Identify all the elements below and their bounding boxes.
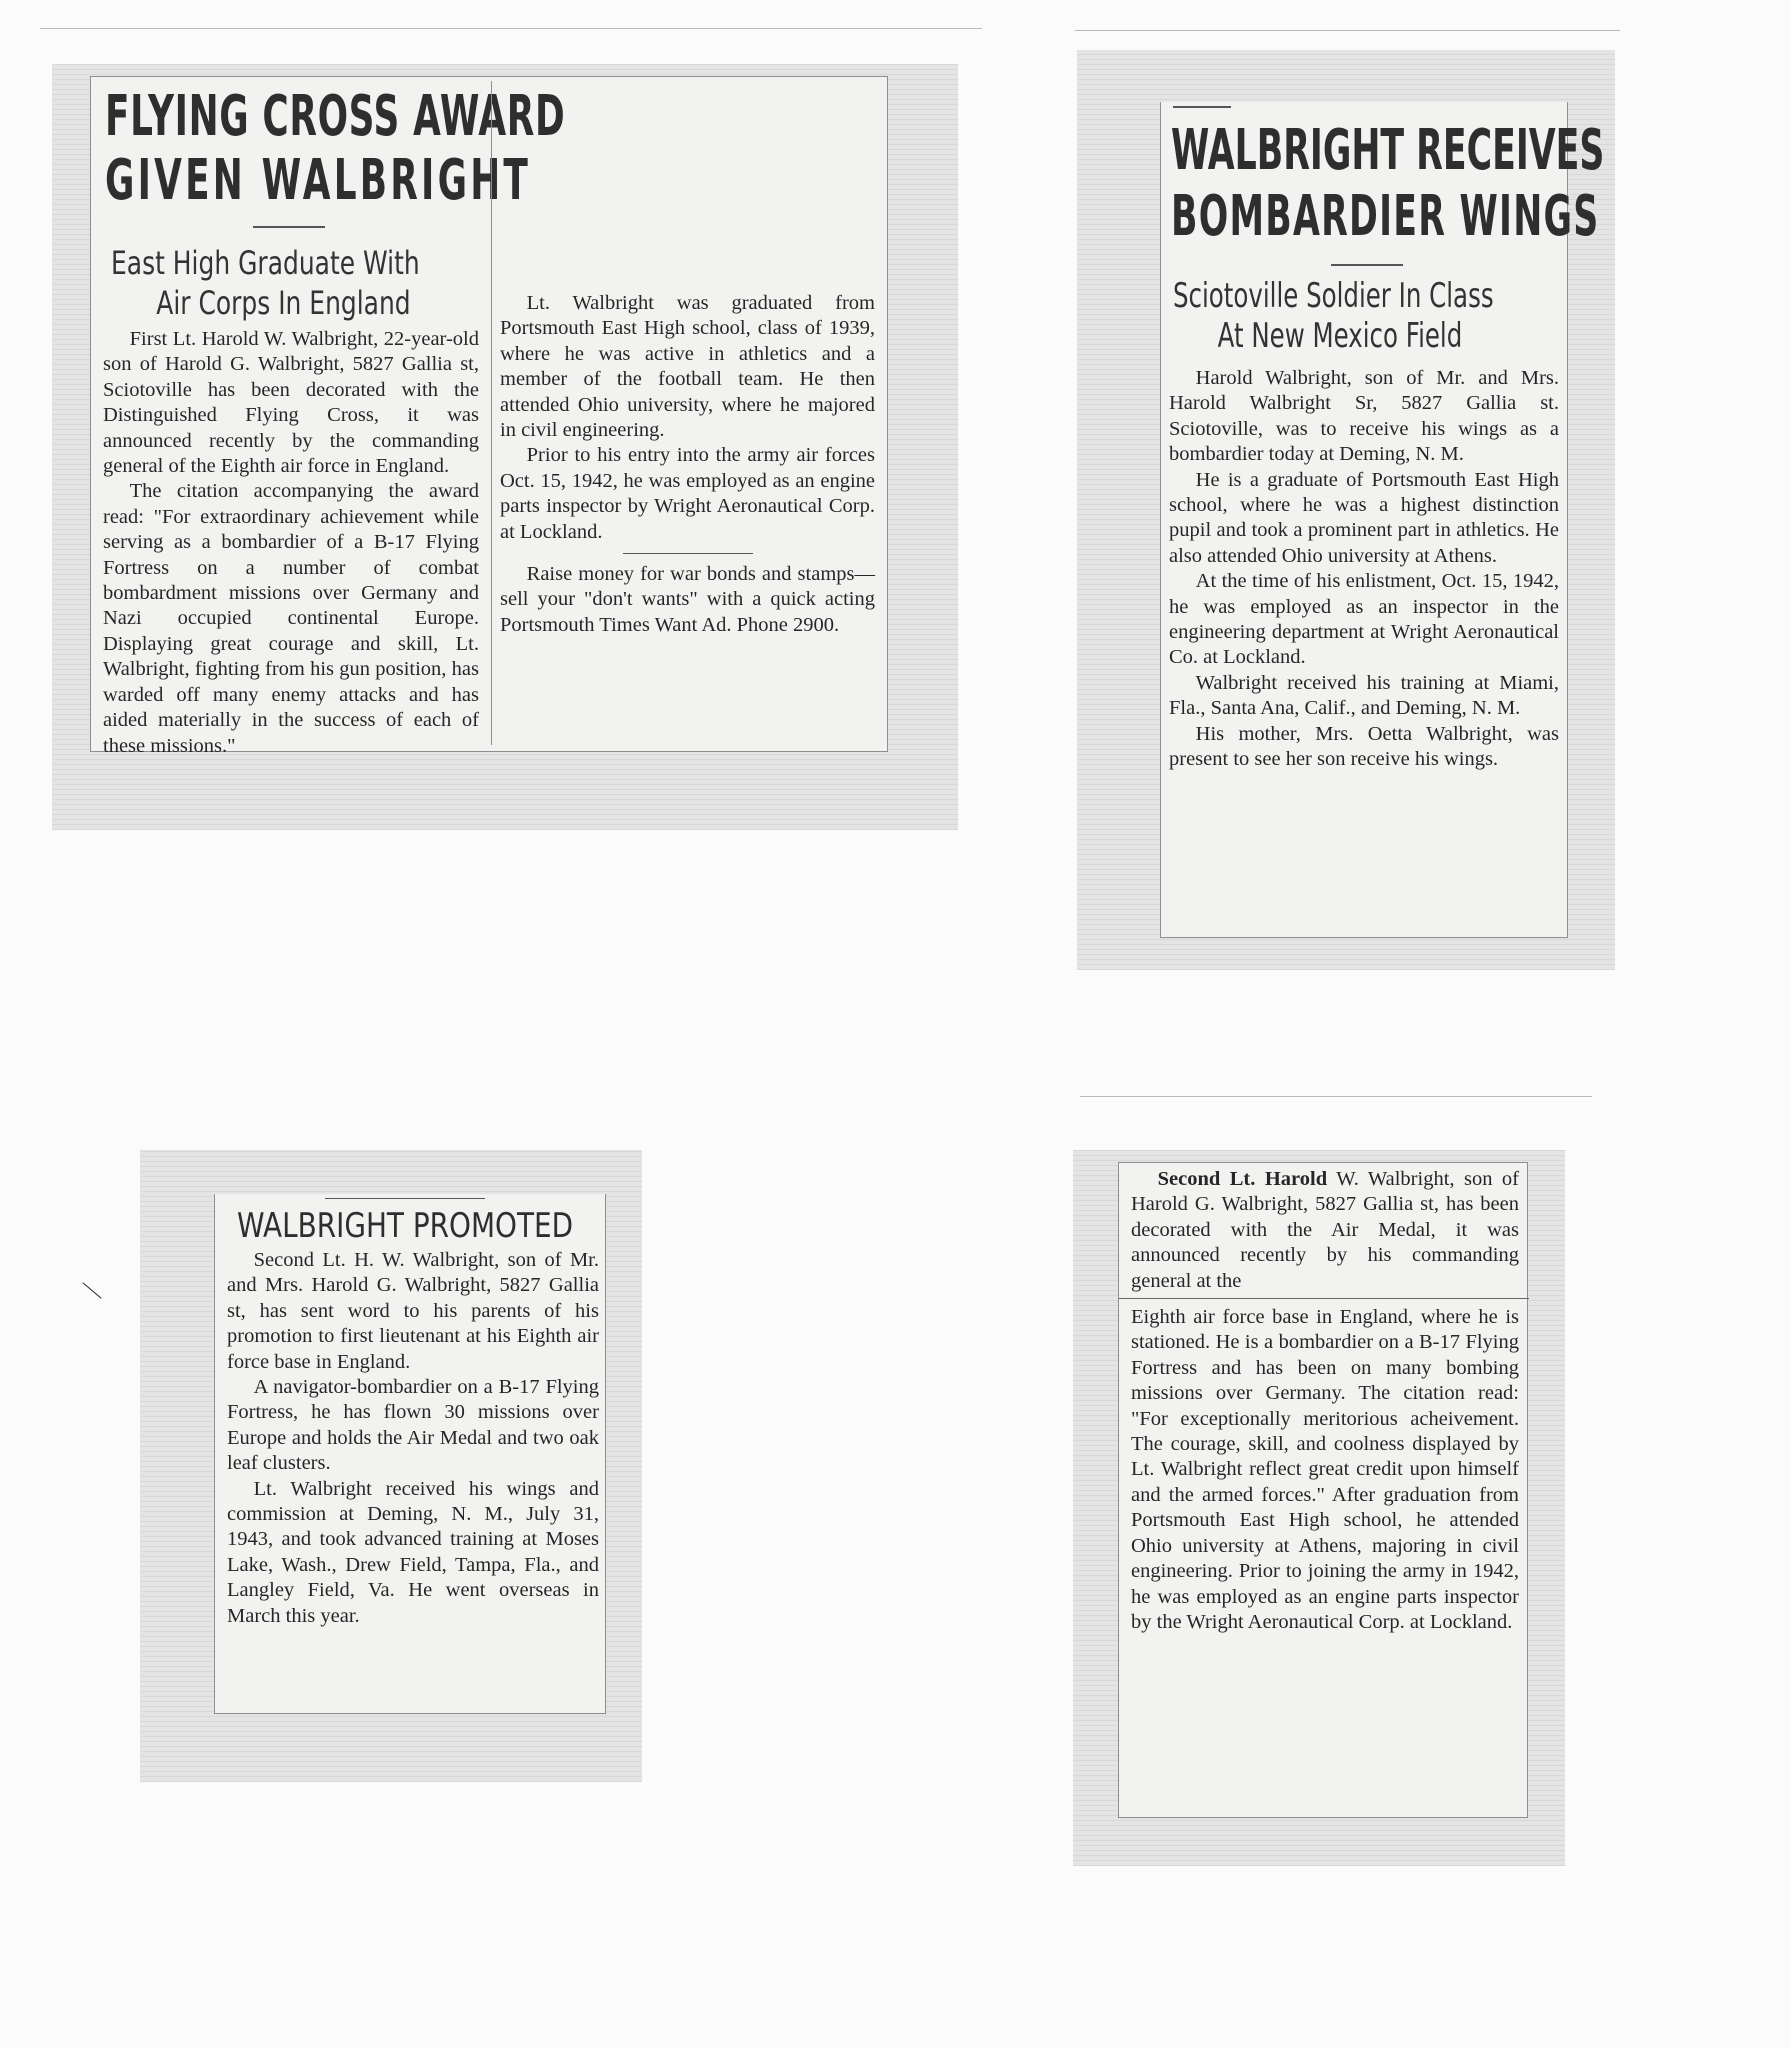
promoted-paragraph-3: Lt. Walbright received his wings and commission at Deming, N. M., July 31, 1943, and took advanced training at Moses Lake, Wash., Drew Field, Tampa, Fla., and Langley Field, Va. He went overseas in March this year. [227, 1477, 599, 1627]
flying-cross-subhead-line1: East High Graduate With [111, 244, 420, 282]
clipping-bombardier-wings [1160, 102, 1605, 938]
promoted-paragraph-1: Second Lt. H. W. Walbright, son of Mr. and Mrs. Harold G. Walbright, 5827 Gallia st, has sent word to his parents of his promotion to first lieutenant at his Eighth air force base in England. [227, 1249, 599, 1373]
flying-cross-body-left [103, 327, 479, 759]
flying-cross-divider-2 [623, 553, 753, 554]
flying-cross-paragraph-2: The citation accompanying the award read: "For extraordinary achievement while serving as a bombardier of a B-17 Flying Fortress on a number of combat bombardment missions over Germany and Nazi occupied continental Europe. Displaying great courage and skill, Lt. Walbright, fighting from his gun position, has warded off many enemy attacks and has aided materially in the success of each of these missions." [103, 480, 479, 757]
flying-cross-paragraph-5: Raise money for war bonds and stamps—sell your "don't wants" with a quick acting Portsmouth Times Want Ad. Phone 2900. [500, 563, 875, 636]
flying-cross-right-column [491, 81, 875, 745]
clipping-air-medal [1118, 1162, 1528, 1818]
bombardier-headline-line1: WALBRIGHT RECEIVES [1171, 118, 1605, 183]
bombardier-subhead-line2: At New Mexico Field [1217, 316, 1463, 356]
flying-cross-paragraph-4: Prior to his entry into the army air forces Oct. 15, 1942, he was employed as an engine parts inspector by Wright Aeronautical Corp. at Lockland. [500, 444, 875, 543]
page-rule-top-right [1075, 30, 1620, 31]
bombardier-subhead [1173, 276, 1693, 356]
air-medal-paragraph-1-text: W. Walbright, son of Harold G. Walbright, 5827 Gallia st, has been decorated with the Air Medal, it was announced recently by his commanding general at the [1131, 1168, 1520, 1292]
flying-cross-paragraph-1: First Lt. Harold W. Walbright, 22-year-old son of Harold G. Walbright, 5827 Gallia st, Sciotoville has been decorated with the Distinguished Flying Cross, it was announced recently by the commanding general of the Eighth air force in England. [103, 328, 479, 478]
flying-cross-headline-line1: FLYING CROSS AWARD [105, 84, 566, 149]
clipping-walbright-promoted [214, 1194, 606, 1714]
promoted-top-rule [325, 1198, 485, 1199]
promoted-body [227, 1248, 599, 1629]
bombardier-paragraph-1: Harold Walbright, son of Mr. and Mrs. Harold Walbright Sr, 5827 Gallia st. Sciotoville, was to receive his wings as a bombardier today at Deming, N. M. [1169, 367, 1559, 466]
flying-cross-subhead-line2: Air Corps In England [156, 284, 411, 322]
stray-mark [82, 1282, 101, 1298]
bombardier-divider [1331, 264, 1403, 266]
promoted-paragraph-2: A navigator-bombardier on a B-17 Flying Fortress, he has flown 30 missions over Europe and holds the Air Medal and two oak leaf clusters. [227, 1376, 599, 1475]
air-medal-paragraph-2: Eighth air force base in England, where he is stationed. He is a bombardier on a B-17 Flying Fortress and has been on many bombing missions over Germany. The citation read: "For exceptionally meritorious acheivement. The courage, skill, and coolness displayed by Lt. Walbright reflect great credit upon himself and the armed forces." After graduation from Portsmouth East High school, he attended Ohio university at Athens, majoring in civil engineering. Prior to joining the army in 1942, he was employed as an engine parts inspector by the Wright Aeronautical Corp. at Lockland. [1131, 1306, 1519, 1633]
bombardier-paragraph-5: His mother, Mrs. Oetta Walbright, was present to see her son receive his wings. [1169, 722, 1559, 771]
flying-cross-divider [253, 226, 325, 228]
bombardier-paragraph-3: At the time of his enlistment, Oct. 15, 1942, he was employed as an inspector in the engineering department at Wright Aeronautical Co. at Lockland. [1169, 570, 1559, 669]
bombardier-headline-line2: BOMBARDIER WINGS [1171, 184, 1600, 249]
page-rule-top-left [40, 28, 982, 29]
promoted-headline: WALBRIGHT PROMOTED [237, 1206, 574, 1246]
clipping-flying-cross [90, 76, 888, 757]
bombardier-paragraph-4: Walbright received his training at Miami, Fla., Santa Ana, Calif., and Deming, N. M. [1169, 671, 1559, 720]
bombardier-subhead-line1: Sciotoville Soldier In Class [1173, 276, 1494, 316]
flying-cross-headline-line2: GIVEN WALBRIGHT [105, 148, 532, 213]
flying-cross-paragraph-3: Lt. Walbright was graduated from Portsmouth East High school, class of 1939, where he was active in athletics and a member of the football team. He then attended Ohio university, where he majored in civil engineering. [500, 292, 875, 442]
bombardier-top-dash [1173, 106, 1231, 108]
air-medal-column-break [1119, 1298, 1529, 1299]
page-rule-mid-right [1080, 1096, 1592, 1097]
air-medal-body [1131, 1167, 1519, 1635]
flying-cross-left-column [103, 83, 566, 757]
bombardier-headline [1171, 118, 1791, 250]
air-medal-paragraph-1 [1131, 1167, 1519, 1294]
air-medal-lead: Second Lt. Harold [1157, 1168, 1328, 1190]
bombardier-body [1169, 366, 1559, 773]
bombardier-paragraph-2: He is a graduate of Portsmouth East High school, where he was a highest distinction pupil and took a prominent part in athletics. He also attended Ohio university at Athens. [1169, 468, 1559, 567]
